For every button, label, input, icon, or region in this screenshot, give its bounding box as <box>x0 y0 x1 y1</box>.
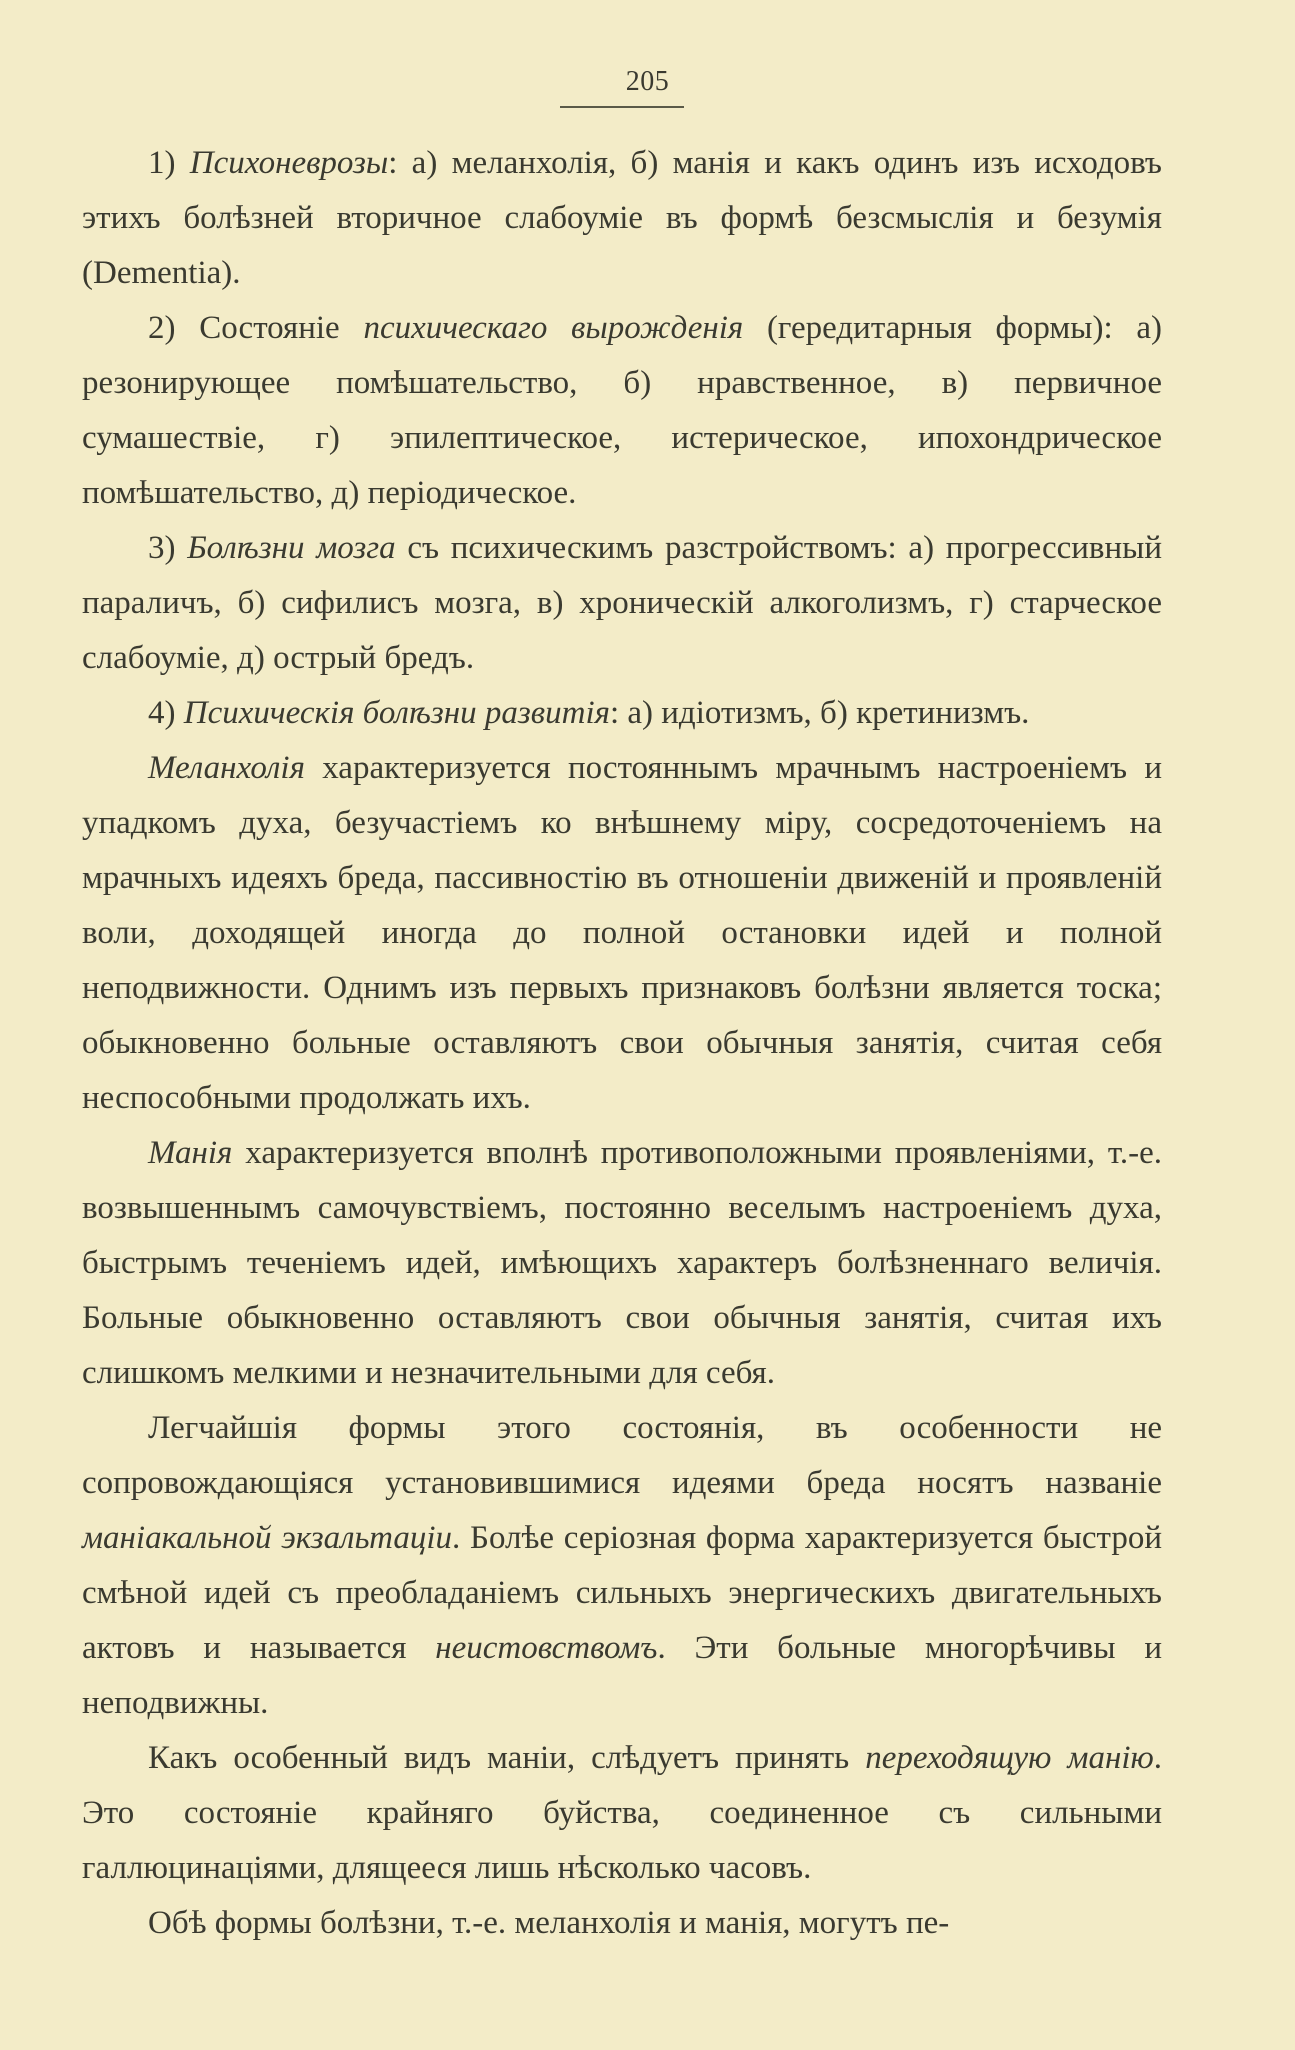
page-number: 205 <box>625 66 670 97</box>
text-run: . Эти больные многорѣчивы и неподвижны. <box>82 1630 1162 1721</box>
text-run: Легчайшія формы этого состоянія, въ особенности не сопровождающіяся установившимися идеями бреда носятъ названіе <box>82 1410 1162 1501</box>
text-run: 3) <box>148 530 188 566</box>
italic-term: неистовствомъ <box>435 1630 658 1666</box>
italic-term: Манія <box>148 1135 233 1171</box>
italic-term: Болѣзни мозга <box>187 530 396 566</box>
text-run: характеризуется постояннымъ мрачнымъ настроеніемъ и упадкомъ духа, безучастіемъ ко внѣшнему міру, сосредоточеніемъ на мрачныхъ идеяхъ бреда, пассивностію въ отношеніи движеній и проявленій воли, доходящей иногда до полной остановки идей и полной неподвижности. Однимъ изъ первыхъ признаковъ болѣзни является тоска; обыкновенно больные оставляютъ свои обычныя занятія, считая себя неспособными продолжать ихъ. <box>82 750 1162 1116</box>
italic-term: психическаго вырожденія <box>363 310 744 346</box>
text-run: : а) идіотизмъ, б) кретинизмъ. <box>609 695 1030 731</box>
text-run: характеризуется вполнѣ противоположными проявленіями, т.-е. возвышеннымъ самочувствіемъ, постоянно веселымъ настроеніемъ духа, быстрымъ теченіемъ идей, имѣющихъ характеръ болѣзненнаго величія. Больные обыкновенно оставляютъ свои обычныя занятія, считая ихъ слишкомъ мелкими и незначительными для себя. <box>82 1135 1162 1391</box>
text-run: 2) Состояніе <box>148 310 364 346</box>
paragraph <box>82 521 1162 686</box>
italic-term: маніакальной экзальтаціи <box>82 1520 453 1556</box>
paragraph <box>82 136 1162 301</box>
italic-term: Меланхолія <box>148 750 305 786</box>
text-run: Какъ особенный видъ маніи, слѣдуетъ принять <box>148 1740 866 1776</box>
italic-term: переходящую манію <box>865 1740 1154 1776</box>
paragraph <box>82 1126 1162 1401</box>
text-run: съ психическимъ разстройствомъ: а) прогрессивный параличъ, б) сифилисъ мозга, в) хроническій алкоголизмъ, г) старческое слабоуміе, д) острый бредъ. <box>82 530 1162 676</box>
paragraph <box>82 301 1162 521</box>
italic-term: Психоневрозы <box>189 145 389 181</box>
paragraph <box>82 741 1162 1126</box>
paragraph <box>82 1401 1162 1731</box>
text-run: 4) <box>148 695 184 731</box>
body-text <box>82 136 1162 1951</box>
text-run: 1) <box>148 145 190 181</box>
page-number-rule <box>560 106 684 108</box>
text-run: : а) меланхолія, б) манія и какъ одинъ изъ исходовъ этихъ болѣзней вторичное слабоуміе въ формѣ безсмыслія и безумія (Dementia). <box>82 145 1162 291</box>
paragraph <box>82 1896 1162 1951</box>
text-run: . Это состояніе крайняго буйства, соединенное съ сильными галлюцинаціями, длящееся лишь нѣсколько часовъ. <box>82 1740 1163 1886</box>
paragraph <box>82 1731 1162 1896</box>
italic-term: Психическія болѣзни развитія <box>183 695 610 731</box>
text-run: (гередитарныя формы): а) резонирующее помѣшательство, б) нравственное, в) первичное сумашествіе, г) эпилептическое, истерическое, ипохондрическое помѣшательство, д) періодическое. <box>82 310 1162 511</box>
text-run: Обѣ формы болѣзни, т.-е. меланхолія и манія, могутъ пе- <box>148 1905 950 1941</box>
text-run: . Болѣе серіозная форма характеризуется быстрой смѣной идей съ преобладаніемъ сильныхъ энергическихъ двигательныхъ актовъ и называется <box>82 1520 1163 1666</box>
paragraph <box>82 686 1162 741</box>
